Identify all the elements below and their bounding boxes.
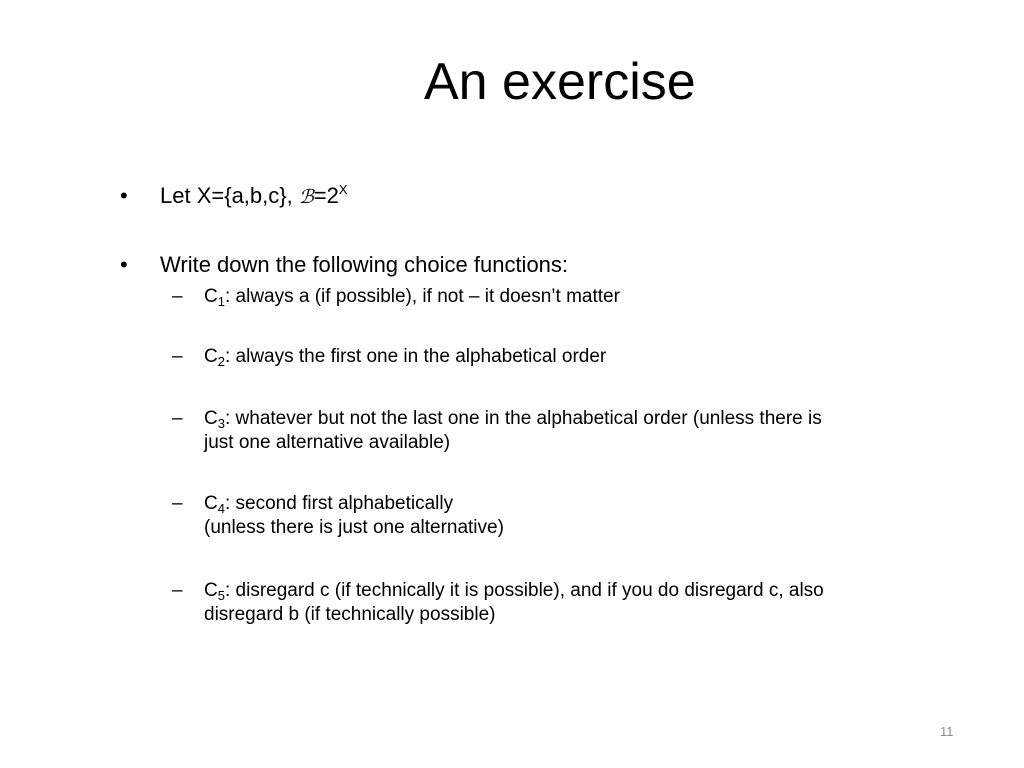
dash-marker: – [172,286,183,307]
function-index: 3 [217,416,225,431]
sub-item-text [204,579,984,627]
sub-item-line1: : always the first one in the alphabetical order [224,346,607,367]
function-name: C [204,493,218,514]
sub-item-text [204,492,984,540]
sub-item-line1: : disregard c (if technically it is possible), and if you do disregard c, also [224,580,824,601]
function-name: C [204,286,218,307]
page-number: 11 [940,724,954,739]
dash-marker: – [172,408,183,429]
sub-item-line1: : always a (if possible), if not – it doesn’t matter [224,286,620,307]
bullet-text-prefix: Let X={a,b,c}, [160,183,299,208]
function-name: C [204,580,218,601]
function-index: 2 [217,354,225,369]
bullet-text: Write down the following choice functions: [160,252,569,277]
sub-item-text [204,345,984,369]
bullet-marker: • [120,252,128,277]
function-index: 4 [217,501,225,516]
sub-item-text [204,285,984,309]
function-index: 5 [217,588,225,603]
function-index: 1 [217,294,225,309]
superscript-x: X [338,182,348,197]
sub-item-text [204,407,984,455]
sub-item-line2: (unless there is just one alternative) [204,517,504,538]
script-b-symbol: ℬ [298,186,314,208]
sub-item-line2: disregard b (if technically possible) [204,604,496,625]
bullet-text [160,182,348,211]
dash-marker: – [172,493,183,514]
sub-item-line1: : whatever but not the last one in the alphabetical order (unless there is [224,408,822,429]
dash-marker: – [172,346,183,367]
function-name: C [204,346,218,367]
sub-item-line2: just one alternative available) [204,432,451,453]
dash-marker: – [172,580,183,601]
sub-item-line1: : second first alphabetically [224,493,454,514]
bullet-text-mid: =2 [313,183,339,208]
function-name: C [204,408,218,429]
bullet-marker: • [120,183,128,208]
slide-title: An exercise [424,53,696,111]
